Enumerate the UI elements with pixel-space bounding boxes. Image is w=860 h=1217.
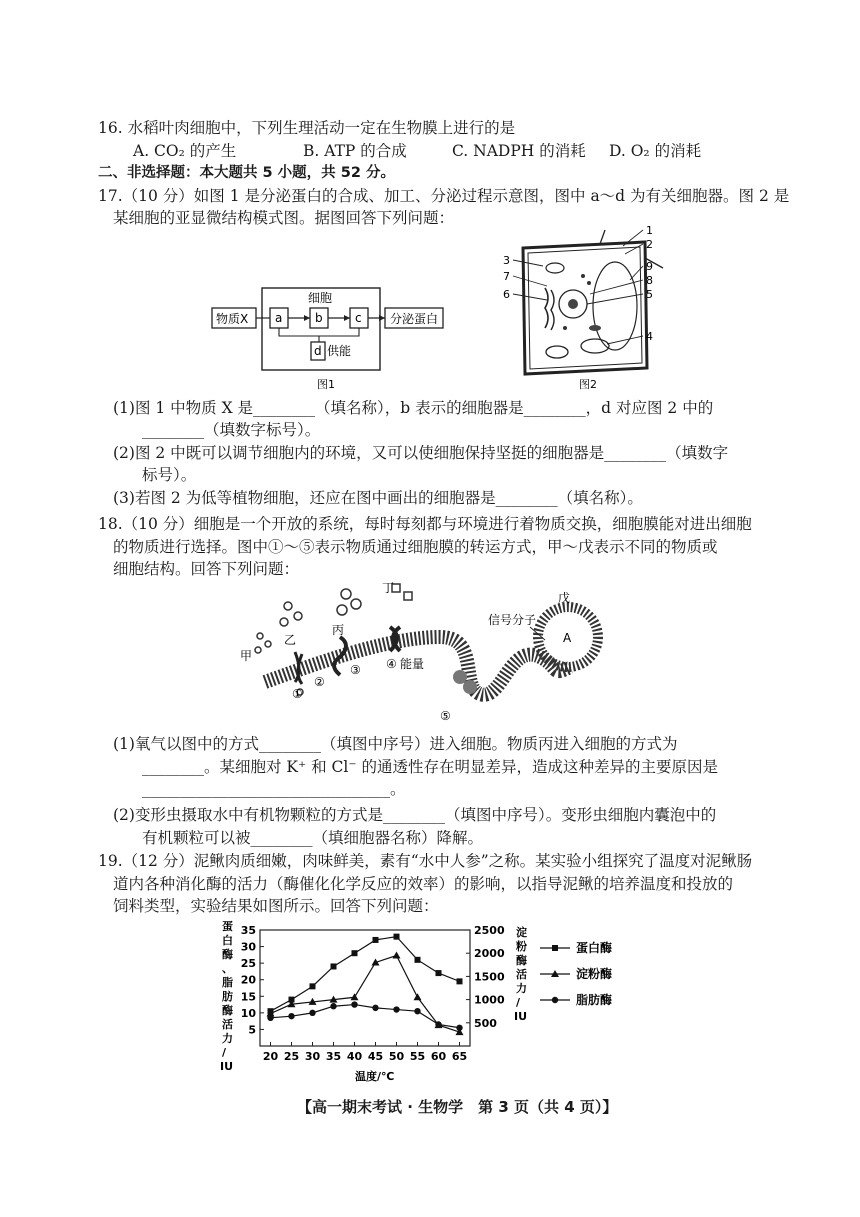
fig1-d: d [314,344,322,358]
label-n3: ③ [350,663,361,677]
right-tick-label: 1500 [474,970,505,984]
q18-sub1b: ________。某细胞对 K⁺ 和 Cl⁻ 的通透性存在明显差异，造成这种差异的主要原因是 [142,758,718,776]
q18-sub1c: ________________________________。 [142,780,406,798]
q18-sub2b: 有机颗粒可以被________（填细胞器名称）降解。 [142,829,484,847]
data-point [309,1010,315,1016]
fig2-caption: 图2 [579,378,597,391]
q17-figure-2 [495,224,665,391]
data-point [414,1008,420,1014]
q19-line2: 道内各种消化酶的活力（酶催化化学反应的效率）的影响，以指导泥鳅的培养温度和投放的 [113,875,734,893]
data-point [267,1015,273,1021]
q16-option-c: C. NADPH 的消耗 [452,142,586,160]
right-tick-label: 1000 [474,993,505,1007]
q17-line2: 某细胞的亚显微结构模式图。据图回答下列问题： [113,209,455,227]
data-point [373,937,379,943]
x-tick-label: 25 [283,1050,300,1063]
label-n5: ⑤ [440,709,451,723]
x-tick-label: 30 [304,1050,321,1063]
data-point [394,934,400,940]
data-point [393,952,401,959]
q17-sub1: (1)图 1 中物质 X 是________（填名称），b 表示的细胞器是________，d 对应图 2 中的 [113,399,714,417]
fig2-label-7: 7 [503,270,510,283]
legend-label: 脂肪酶 [576,993,613,1007]
q16-option-b: B. ATP 的合成 [303,142,407,160]
x-tick-label: 65 [451,1050,468,1063]
data-point [435,1021,441,1027]
data-point [372,1005,378,1011]
data-point [331,963,337,969]
data-point [393,1006,399,1012]
x-tick-label: 20 [262,1050,279,1063]
q16-stem: 16. 水稻叶肉细胞中，下列生理活动一定在生物膜上进行的是 [98,119,516,137]
data-point [414,993,422,1000]
q19-line1: 19.（12 分）泥鳅肉质细嫩，肉味鲜美，素有“水中人参”之称。某实验小组探究了温度对泥鳅肠 [98,852,753,870]
label-bing: 丙 [332,623,345,637]
fig1-input-label: 物质X [216,312,249,326]
q18-sub2: (2)变形虫摄取水中有机物颗粒的方式是________（填图中序号）。变形虫细胞内囊泡中的 [113,806,717,824]
series-line-1 [271,956,460,1033]
q19-line3: 饲料类型，实验结果如图所示。回答下列问题： [113,897,439,915]
x-tick-label: 45 [367,1050,384,1063]
data-point [415,957,421,963]
left-tick-label: 20 [240,973,256,987]
data-point [351,993,359,1000]
data-point [456,1025,462,1031]
left-tick-label: 5 [248,1023,256,1037]
data-point [310,983,316,989]
fig2-label-2: 2 [646,238,653,251]
q17-figure-1 [210,280,450,390]
q17-sub2: (2)图 2 中既可以调节细胞内的环境，又可以使细胞保持坚挺的细胞器是________（填数字 [113,444,729,462]
data-point [436,970,442,976]
q17-line1: 17.（10 分）如图 1 是分泌蛋白的合成、加工、分泌过程示意图，图中 a～d 为有关细胞器。图 2 是 [98,187,790,205]
x-tick-label: 60 [430,1050,447,1063]
fig1-energy: 供能 [327,344,352,358]
legend-label: 淀粉酶 [576,967,613,981]
fig1-c: c [355,311,362,325]
x-tick-label: 35 [325,1050,342,1063]
plot-frame [260,930,470,1046]
x-tick-label: 40 [346,1050,363,1063]
label-n1: ① [292,687,303,701]
data-point [457,978,463,984]
label-wu: 戊 [558,591,571,605]
label-yi: 乙 [284,633,297,647]
legend-marker [552,997,558,1003]
vesicle-a-label: A [563,631,572,645]
q16-option-d: D. O₂ 的消耗 [609,142,702,160]
right-tick-label: 500 [474,1016,497,1030]
fig2-label-9: 9 [646,260,653,273]
page-footer: 【高一期末考试 · 生物学 第 3 页（共 4 页）】 [297,1098,618,1116]
fig1-b: b [315,311,323,325]
label-energy: 能量 [400,657,425,671]
fig2-label-5: 5 [646,288,653,301]
left-tick-label: 15 [240,990,256,1004]
legend-marker [552,945,558,951]
q18-sub1: (1)氧气以图中的方式________（填图中序号）进入细胞。物质丙进入细胞的方式为 [113,735,678,753]
fig1-caption: 图1 [317,378,335,391]
left-axis-label: 蛋白酶、脂肪酶活力/ IU [220,920,234,1073]
data-point [352,950,358,956]
fig1-output-label: 分泌蛋白 [390,312,439,326]
right-tick-label: 2500 [474,924,505,937]
data-point [330,1003,336,1009]
legend-label: 蛋白酶 [576,941,613,955]
q17-sub2b: 标号）。 [142,466,197,484]
x-tick-label: 55 [409,1050,426,1063]
section-heading: 二、非选择题：本大题共 5 小题，共 52 分。 [98,165,395,181]
right-tick-label: 2000 [474,947,505,961]
fig2-label-4: 4 [646,330,653,343]
label-signal: 信号分子 [488,613,537,627]
fig2-label-8: 8 [646,274,653,287]
q18-line3: 细胞结构。回答下列问题： [113,560,300,578]
left-tick-label: 30 [240,940,256,954]
q17-sub3: (3)若图 2 为低等植物细胞，还应在图中画出的细胞器是________（填名称）。 [113,489,643,507]
data-point [351,1001,357,1007]
fig2-label-3: 3 [503,254,510,267]
x-axis-label: 温度/℃ [355,1070,395,1083]
q18-line1: 18.（10 分）细胞是一个开放的系统，每时每刻都与环境进行着物质交换，细胞膜能对进出细胞 [98,515,752,533]
left-tick-label: 35 [240,924,256,937]
label-ding: 丁 [382,581,395,595]
fig1-a: a [275,311,283,325]
label-n2: ② [314,675,325,689]
q17-sub1b: ________（填数字标号）。 [142,421,321,439]
enzyme-activity-chart [220,918,680,1083]
q16-option-a: A. CO₂ 的产生 [133,142,237,160]
right-axis-label: 淀粉酶活力/ IU [514,926,528,1023]
data-point [288,1013,294,1019]
fig1-cell-label: 细胞 [308,291,333,305]
left-tick-label: 10 [240,1006,256,1020]
label-n4: ④ [386,657,397,671]
x-tick-label: 50 [388,1050,405,1063]
series-line-0 [271,937,460,1012]
label-jia: 甲 [240,649,253,663]
fig2-label-6: 6 [503,288,510,301]
q18-line2: 的物质进行选择。图中①～⑤表示物质通过细胞膜的转运方式，甲～戊表示不同的物质或 [113,538,718,556]
q18-membrane-figure [240,582,610,722]
left-tick-label: 25 [240,957,256,971]
fig2-label-1: 1 [646,224,653,237]
